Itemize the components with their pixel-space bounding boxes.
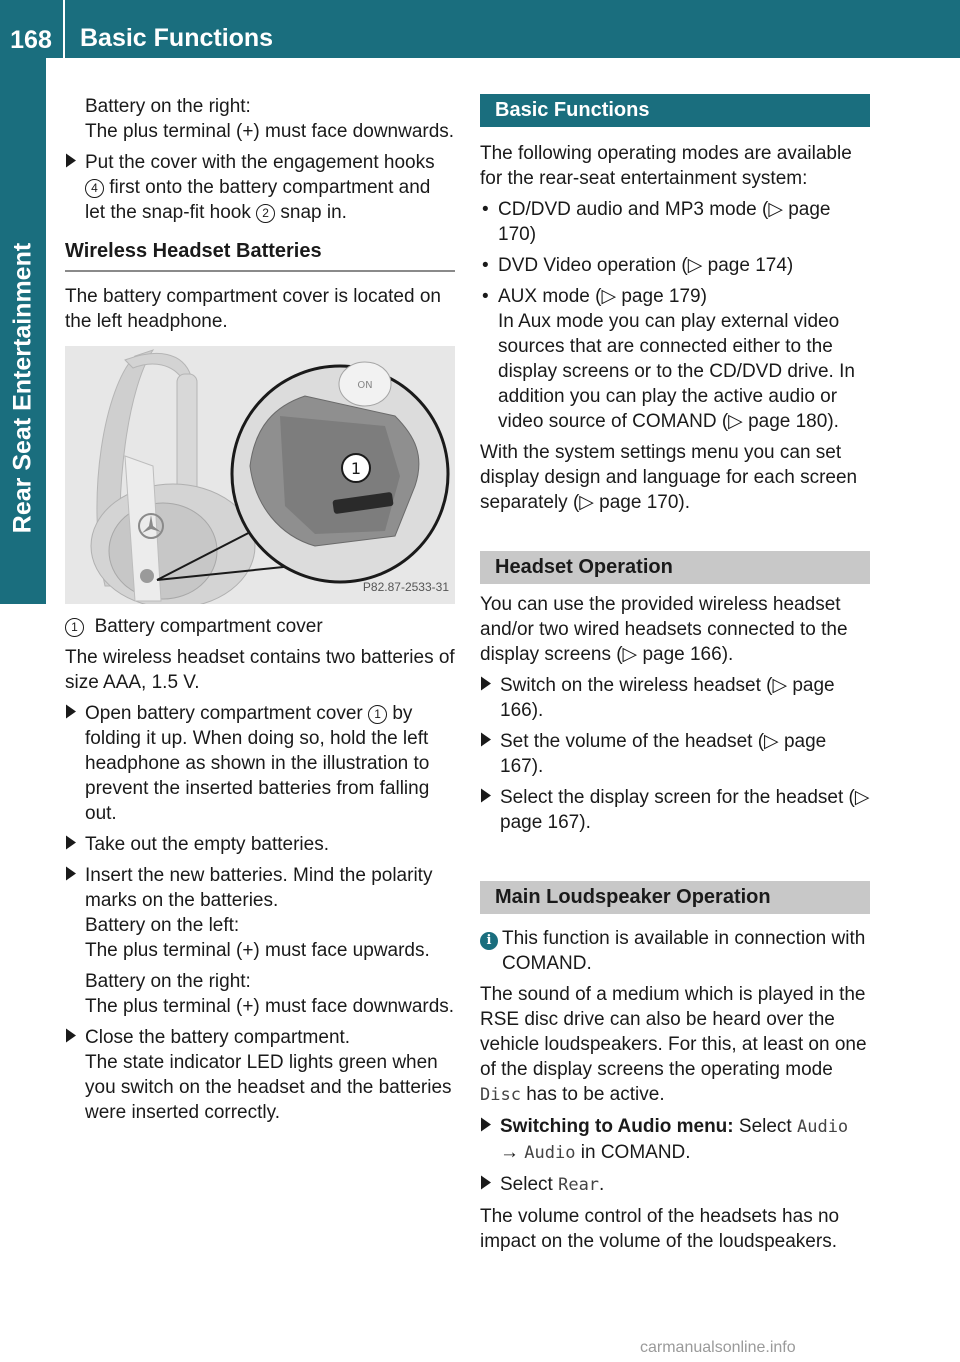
side-tab — [0, 58, 46, 604]
callout-number: 2 — [256, 204, 275, 223]
paragraph-headset: You can use the provided wireless headset and/or two wired headsets connected to the display screens (▷ page 166). — [480, 594, 848, 665]
headset-step: Select the display screen for the headset (▷ page 167). — [480, 785, 870, 835]
menu-arrow: → — [500, 1142, 519, 1163]
callout-number: 1 — [65, 618, 84, 637]
instruction-insert: Insert the new batteries. Mind the polarity marks on the batteries. — [65, 863, 455, 913]
instruction-switching: Switching to Audio menu: Select Audio → Audio in COMAND. — [480, 1114, 870, 1166]
arrow-right-icon — [65, 863, 78, 888]
page-header — [0, 0, 960, 58]
header-title: Basic Functions — [80, 24, 274, 52]
callout-number: 1 — [368, 705, 387, 724]
arrow-right-icon — [65, 150, 78, 175]
mode-disc: Disc — [480, 1085, 521, 1105]
side-tab-label: Rear Seat Entertainment — [8, 242, 37, 534]
list-item: • AUX mode (▷ page 179) — [482, 286, 707, 307]
watermark: carmanualsonline.info — [640, 1339, 796, 1356]
arrow-right-icon — [65, 832, 78, 857]
section-bar-headset-operation: Headset Operation — [480, 551, 870, 584]
header-divider — [63, 0, 65, 58]
paragraph-modes: The following operating modes are available for the rear-seat entertainment system: — [480, 143, 852, 189]
arrow-right-icon — [480, 1172, 493, 1197]
instruction-close: Close the battery compartment. — [65, 1025, 455, 1050]
page-number: 168 — [10, 26, 52, 54]
callout-number: 4 — [85, 179, 104, 198]
arrow-right-icon — [480, 673, 493, 698]
headphone-illustration — [65, 346, 455, 604]
figure-code: P82.87-2533-31 — [362, 580, 449, 594]
paragraph-volume: The volume control of the headsets has no impact on the volume of the loudspeakers. — [480, 1206, 840, 1252]
instruction-open: Open battery compartment cover 1 by folding it up. When doing so, hold the left headphone as shown in the illustration to prevent the inserted batteries from falling out. — [65, 701, 455, 826]
left-column — [65, 94, 455, 1131]
figure-legend: 1 Battery compartment cover — [65, 614, 455, 639]
battery-right-note: Battery on the right: The plus terminal (+) must face downwards. — [85, 971, 455, 1017]
battery-right-intro: Battery on the right: The plus terminal (+) must face downwards. — [85, 96, 455, 142]
aux-note: In Aux mode you can play external video sources that are connected either to the display screens or to the CD/DVD drive. In addition you can play the active audio or video source of COMAND (▷ page 180). — [498, 311, 855, 432]
instruction-take-out: Take out the empty batteries. — [65, 832, 455, 857]
heading-wireless-headset: Wireless Headset Batteries — [65, 239, 455, 272]
headset-step: Set the volume of the headset (▷ page 167). — [480, 729, 870, 779]
instruction-select-rear: Select Rear. — [480, 1172, 870, 1198]
paragraph-cover-location: The battery compartment cover is located on the left headphone. — [65, 286, 441, 332]
list-item: • DVD Video operation (▷ page 174) — [482, 255, 794, 276]
info-icon: i — [480, 926, 498, 951]
info-note: i This function is available in connection with COMAND. — [480, 926, 870, 976]
paragraph-sound: The sound of a medium which is played in the RSE disc drive can also be heard over the vehicle loudspeakers. For this, at least on one of the display screens the operating mode Disc has to be active. — [480, 984, 867, 1105]
arrow-right-icon — [480, 1114, 493, 1139]
paragraph-battery-size: The wireless headset contains two batteries of size AAA, 1.5 V. — [65, 647, 455, 693]
arrow-right-icon — [65, 701, 78, 726]
section-bar-basic-functions: Basic Functions — [480, 94, 870, 127]
section-bar-loudspeaker: Main Loudspeaker Operation — [480, 881, 870, 914]
on-button-label: ON — [357, 380, 373, 391]
headset-step: Switch on the wireless headset (▷ page 166). — [480, 673, 870, 723]
close-note: The state indicator LED lights green when you switch on the headset and the batteries were inserted correctly. — [85, 1052, 452, 1123]
list-item: • CD/DVD audio and MP3 mode (▷ page 170) — [482, 199, 831, 245]
paragraph-settings: With the system settings menu you can set display design and language for each screen separately (▷ page 170). — [480, 442, 858, 513]
figure-callout: 1 — [350, 459, 362, 478]
arrow-right-icon — [480, 785, 493, 810]
instruction-cover: Put the cover with the engagement hooks 4 first onto the battery compartment and let the snap-fit hook 2 snap in. — [65, 150, 455, 225]
arrow-right-icon — [480, 729, 493, 754]
right-column — [480, 94, 870, 1260]
battery-left-note: Battery on the left: The plus terminal (+) must face upwards. — [85, 915, 430, 961]
arrow-right-icon — [65, 1025, 78, 1050]
